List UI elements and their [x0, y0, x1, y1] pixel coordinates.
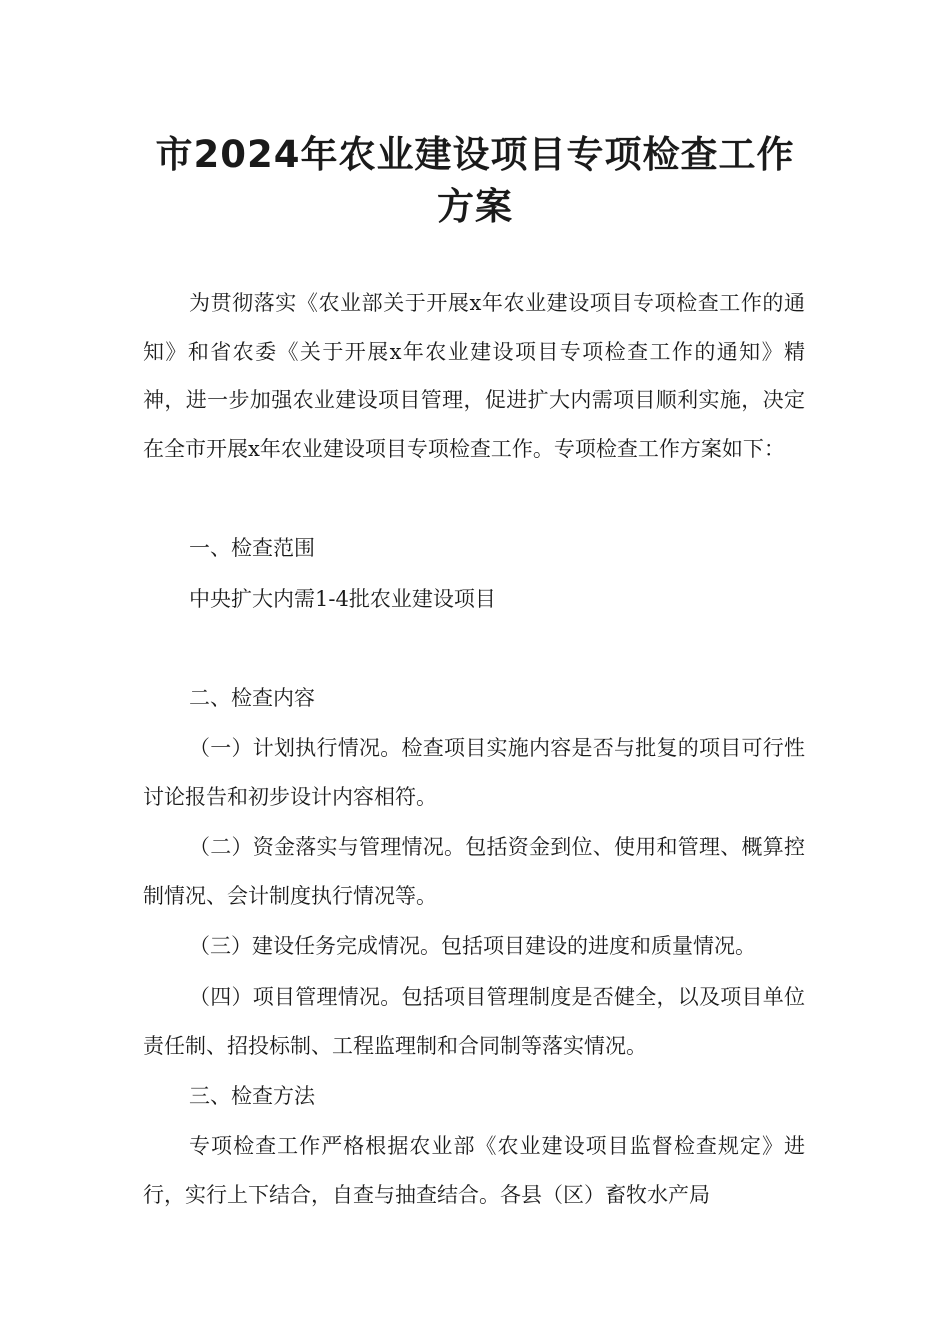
content-item-1: （一）计划执行情况。检查项目实施内容是否与批复的项目可行性讨论报告和初步设计内容相符。 [143, 736, 805, 809]
document-title-line-1: 市2024年农业建设项目专项检查工作 [155, 133, 795, 176]
document-title-line-2: 方案 [437, 185, 513, 228]
content-item-4: （四）项目管理情况。包括项目管理制度是否健全，以及项目单位责任制、招投标制、工程监理制和合同制等落实情况。 [143, 985, 805, 1058]
method-paragraph: 专项检查工作严格根据农业部《农业建设项目监督检查规定》进行，实行上下结合，自查与抽查结合。各县（区）畜牧水产局 [143, 1134, 805, 1207]
scope-text: 中央扩大内需1-4批农业建设项目 [189, 587, 496, 611]
section-heading-method: 三、检查方法 [189, 1084, 315, 1108]
content-item-2: （二）资金落实与管理情况。包括资金到位、使用和管理、概算控制情况、会计制度执行情况等。 [143, 835, 805, 908]
section-heading-scope: 一、检查范围 [189, 536, 315, 560]
section-heading-content: 二、检查内容 [189, 686, 315, 710]
intro-paragraph: 为贯彻落实《农业部关于开展x年农业建设项目专项检查工作的通知》和省农委《关于开展x年农业建设项目专项检查工作的通知》精神，进一步加强农业建设项目管理，促进扩大内需项目顺利实施，决定在全市开展x年农业建设项目专项检查工作。专项检查工作方案如下： [143, 291, 805, 461]
content-item-3: （三）建设任务完成情况。包括项目建设的进度和质量情况。 [189, 934, 756, 958]
